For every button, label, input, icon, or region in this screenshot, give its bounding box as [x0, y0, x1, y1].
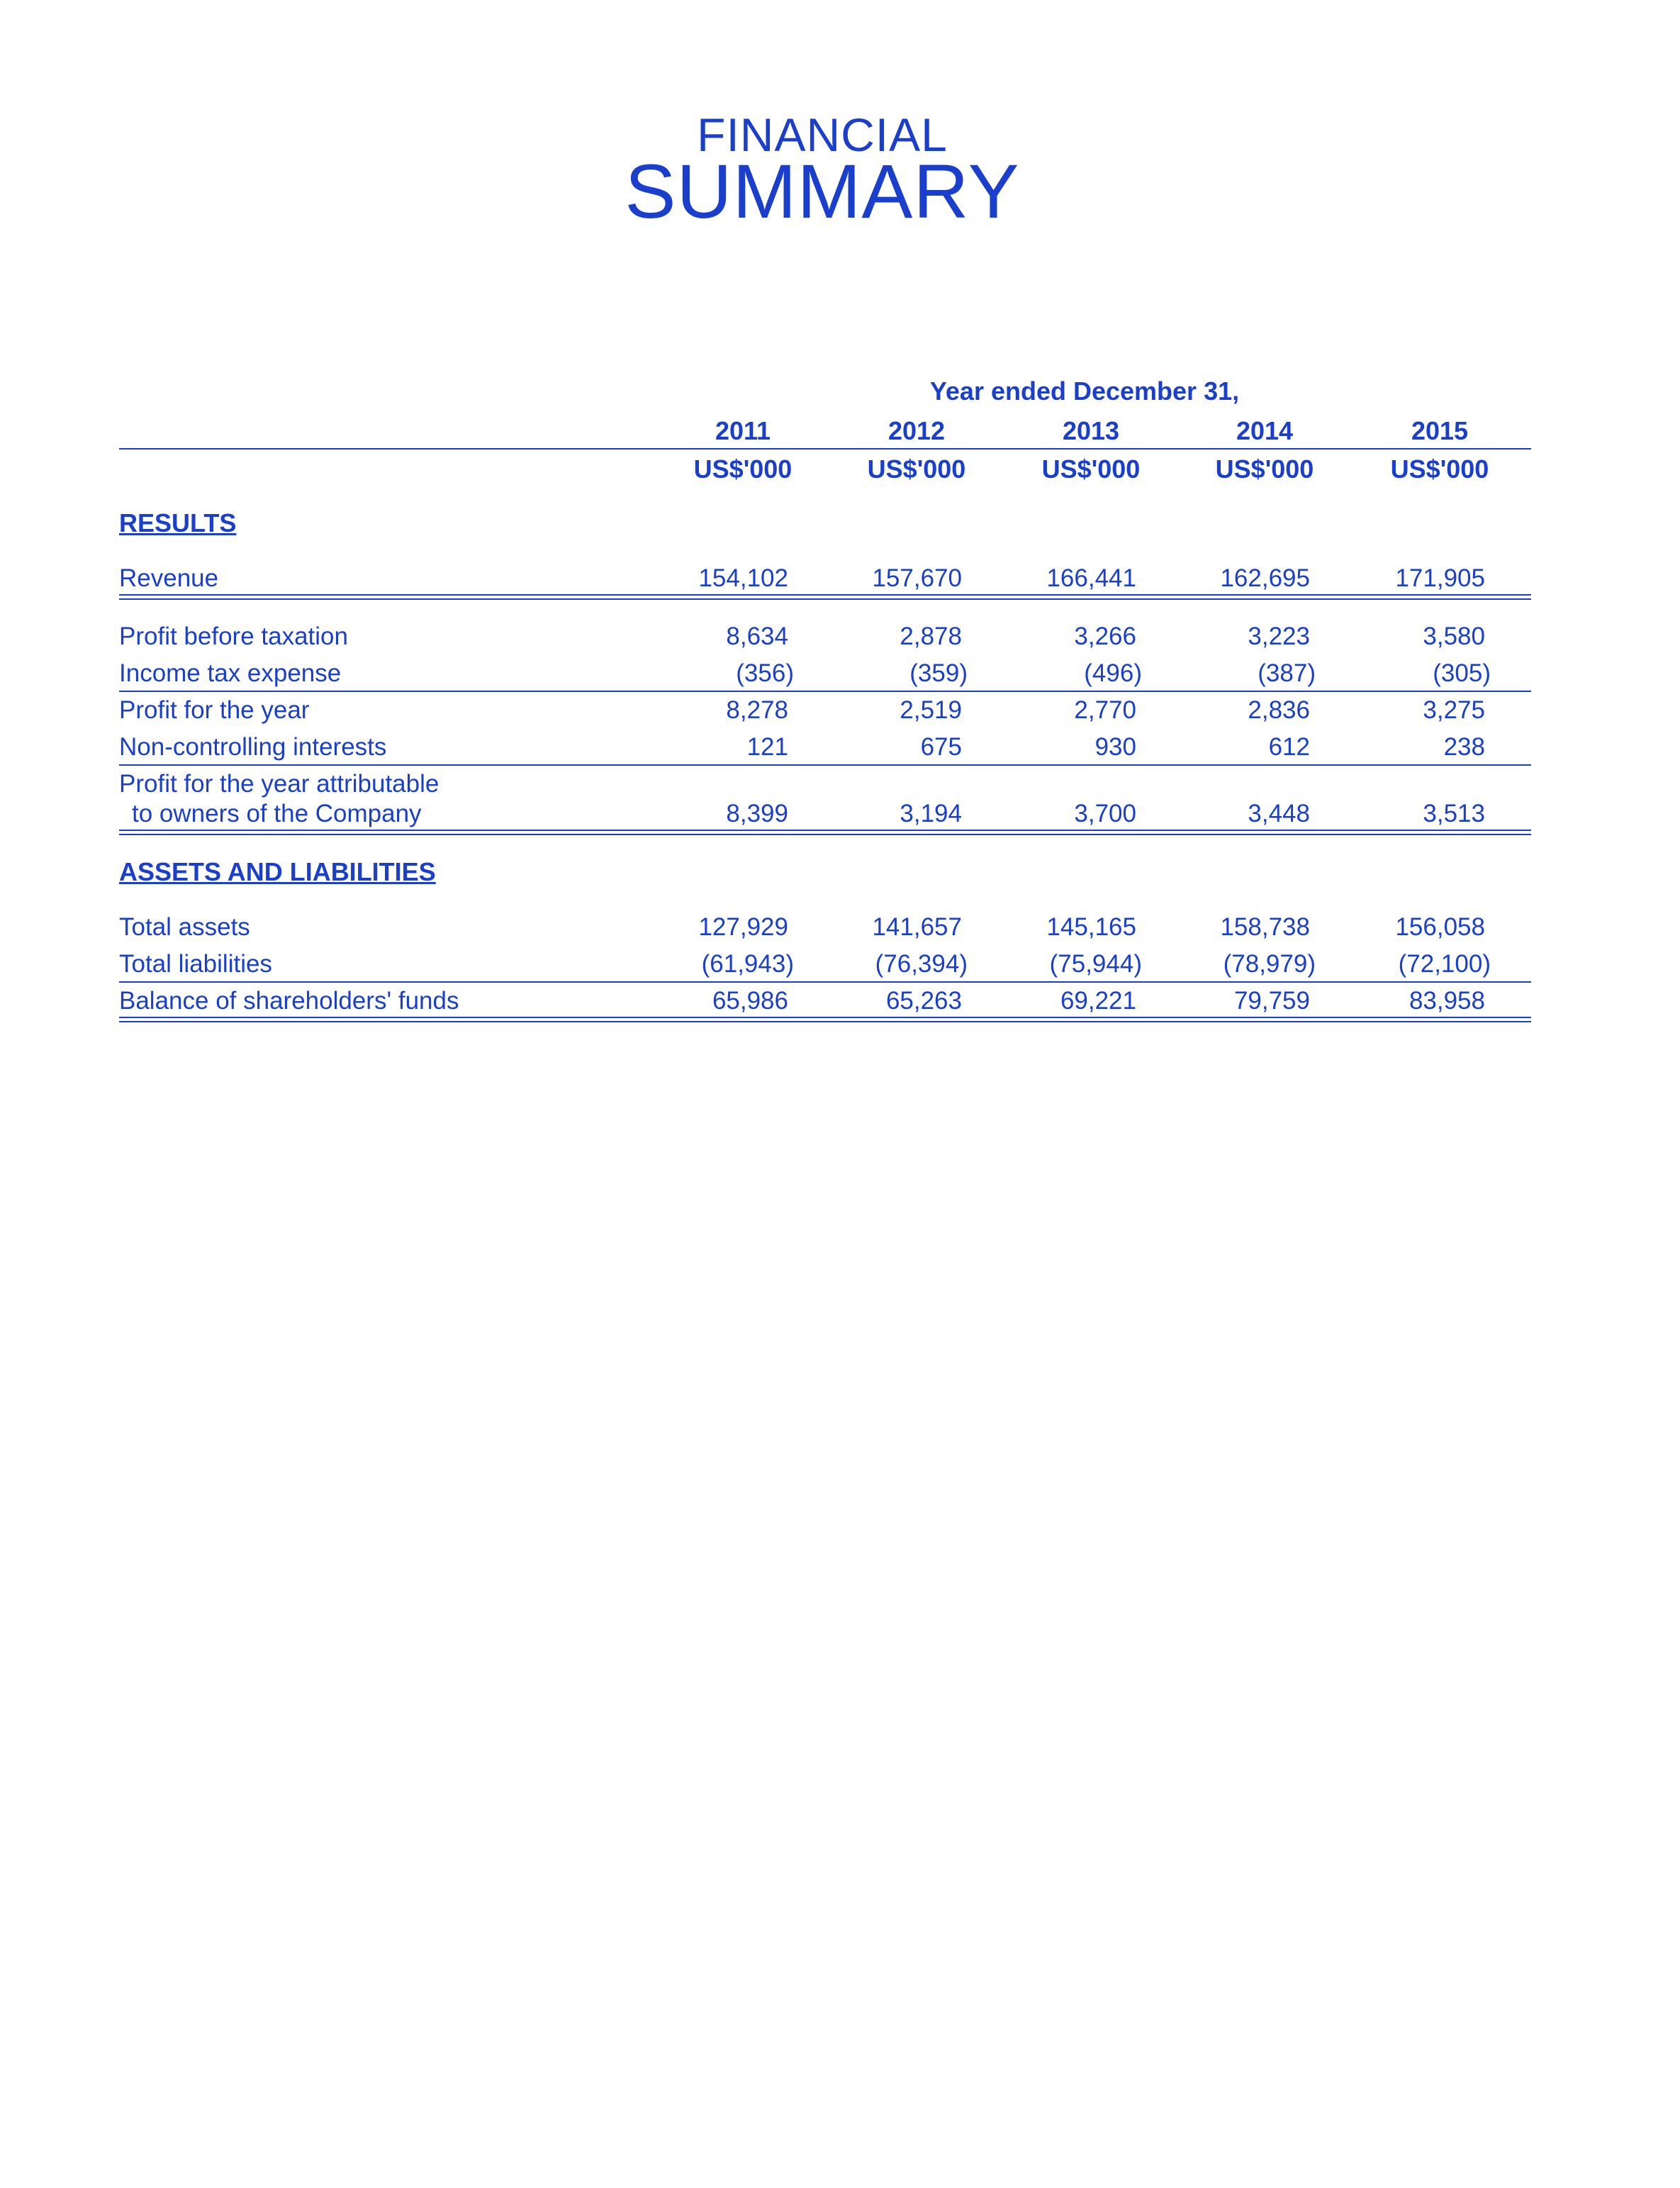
row-label-profit-year: Profit for the year [119, 696, 310, 724]
total-assets-2014: 158,738 [1220, 913, 1310, 941]
profit-before-tax-2011: 8,634 [726, 623, 788, 650]
revenue-2014: 162,695 [1220, 564, 1310, 592]
profit-year-2011: 8,278 [726, 696, 788, 724]
section-results: RESULTS [119, 508, 237, 537]
balance-2013: 69,221 [1060, 987, 1136, 1015]
profit-year-2012: 2,519 [900, 696, 962, 724]
profit-before-tax-2014: 3,223 [1248, 623, 1310, 650]
balance-2011: 65,986 [712, 987, 788, 1015]
nci-rule [119, 764, 1531, 766]
balance-2015: 83,958 [1409, 987, 1485, 1015]
unit-2012-header: US$'000 [867, 454, 966, 484]
nci-2013: 930 [1094, 733, 1136, 761]
total-liabilities-2015: (72,100) [1398, 950, 1491, 978]
nci-2015: 238 [1443, 733, 1485, 761]
income-tax-2015: (305) [1433, 659, 1491, 687]
row-label-nci: Non-controlling interests [119, 733, 387, 761]
profit-attrib-2011: 8,399 [726, 800, 788, 827]
year-2014-header: 2014 [1236, 416, 1294, 445]
year-2015-header: 2015 [1411, 416, 1469, 445]
profit-before-tax-2012: 2,878 [900, 623, 962, 650]
profit-before-tax-2015: 3,580 [1423, 623, 1485, 650]
income-tax-2014: (387) [1258, 659, 1316, 687]
row-label-profit-attrib-line2: to owners of the Company [132, 800, 422, 827]
page-title-line1: FINANCIAL [697, 108, 948, 161]
row-label-balance: Balance of shareholders' funds [119, 987, 459, 1015]
profit-year-2015: 3,275 [1423, 696, 1485, 724]
income-tax-2011: (356) [736, 659, 794, 687]
total-liabilities-rule [119, 981, 1531, 983]
row-label-revenue: Revenue [119, 564, 219, 592]
profit-attrib-2014: 3,448 [1248, 800, 1310, 827]
balance-double-rule [119, 1017, 1531, 1022]
row-label-profit-before-tax: Profit before taxation [119, 623, 348, 650]
row-label-profit-attrib-line1: Profit for the year attributable [119, 770, 439, 798]
profit-attrib-2013: 3,700 [1074, 800, 1136, 827]
year-ended-header: Year ended December 31, [929, 376, 1240, 406]
header-rule [119, 448, 1531, 450]
profit-attrib-double-rule [119, 830, 1531, 835]
year-2013-header: 2013 [1062, 416, 1120, 445]
nci-2012: 675 [920, 733, 962, 761]
balance-2014: 79,759 [1233, 987, 1310, 1015]
profit-attrib-2015: 3,513 [1423, 800, 1485, 827]
total-liabilities-2014: (78,979) [1223, 950, 1316, 978]
total-assets-2012: 141,657 [872, 913, 962, 941]
row-label-total-liabilities: Total liabilities [119, 950, 272, 978]
balance-2012: 65,263 [885, 987, 962, 1015]
revenue-2011: 154,102 [698, 564, 788, 592]
year-2011-header: 2011 [715, 416, 771, 445]
unit-2014-header: US$'000 [1215, 454, 1314, 484]
total-assets-2011: 127,929 [698, 913, 788, 941]
income-tax-2013: (496) [1084, 659, 1142, 687]
nci-2014: 612 [1268, 733, 1310, 761]
total-assets-2013: 145,165 [1046, 913, 1136, 941]
revenue-2012: 157,670 [872, 564, 962, 592]
year-2012-header: 2012 [887, 416, 946, 445]
revenue-2015: 171,905 [1395, 564, 1485, 592]
revenue-double-rule [119, 594, 1531, 600]
total-liabilities-2011: (61,943) [701, 950, 794, 978]
unit-2013-header: US$'000 [1041, 454, 1141, 484]
total-liabilities-2013: (75,944) [1049, 950, 1142, 978]
total-liabilities-2012: (76,394) [875, 950, 968, 978]
row-label-total-assets: Total assets [119, 913, 250, 941]
income-tax-2012: (359) [909, 659, 968, 687]
section-assets-liabilities: ASSETS AND LIABILITIES [119, 857, 436, 886]
revenue-2013: 166,441 [1046, 564, 1136, 592]
profit-year-2013: 2,770 [1074, 696, 1136, 724]
profit-year-2014: 2,836 [1248, 696, 1310, 724]
income-tax-rule [119, 691, 1531, 692]
unit-2015-header: US$'000 [1390, 454, 1489, 484]
row-label-income-tax: Income tax expense [119, 659, 342, 687]
profit-attrib-2012: 3,194 [900, 800, 962, 827]
total-assets-2015: 156,058 [1395, 913, 1485, 941]
nci-2011: 121 [746, 733, 788, 761]
page-title-line2: SUMMARY [625, 148, 1020, 234]
unit-2011-header: US$'000 [693, 454, 793, 484]
profit-before-tax-2013: 3,266 [1074, 623, 1136, 650]
